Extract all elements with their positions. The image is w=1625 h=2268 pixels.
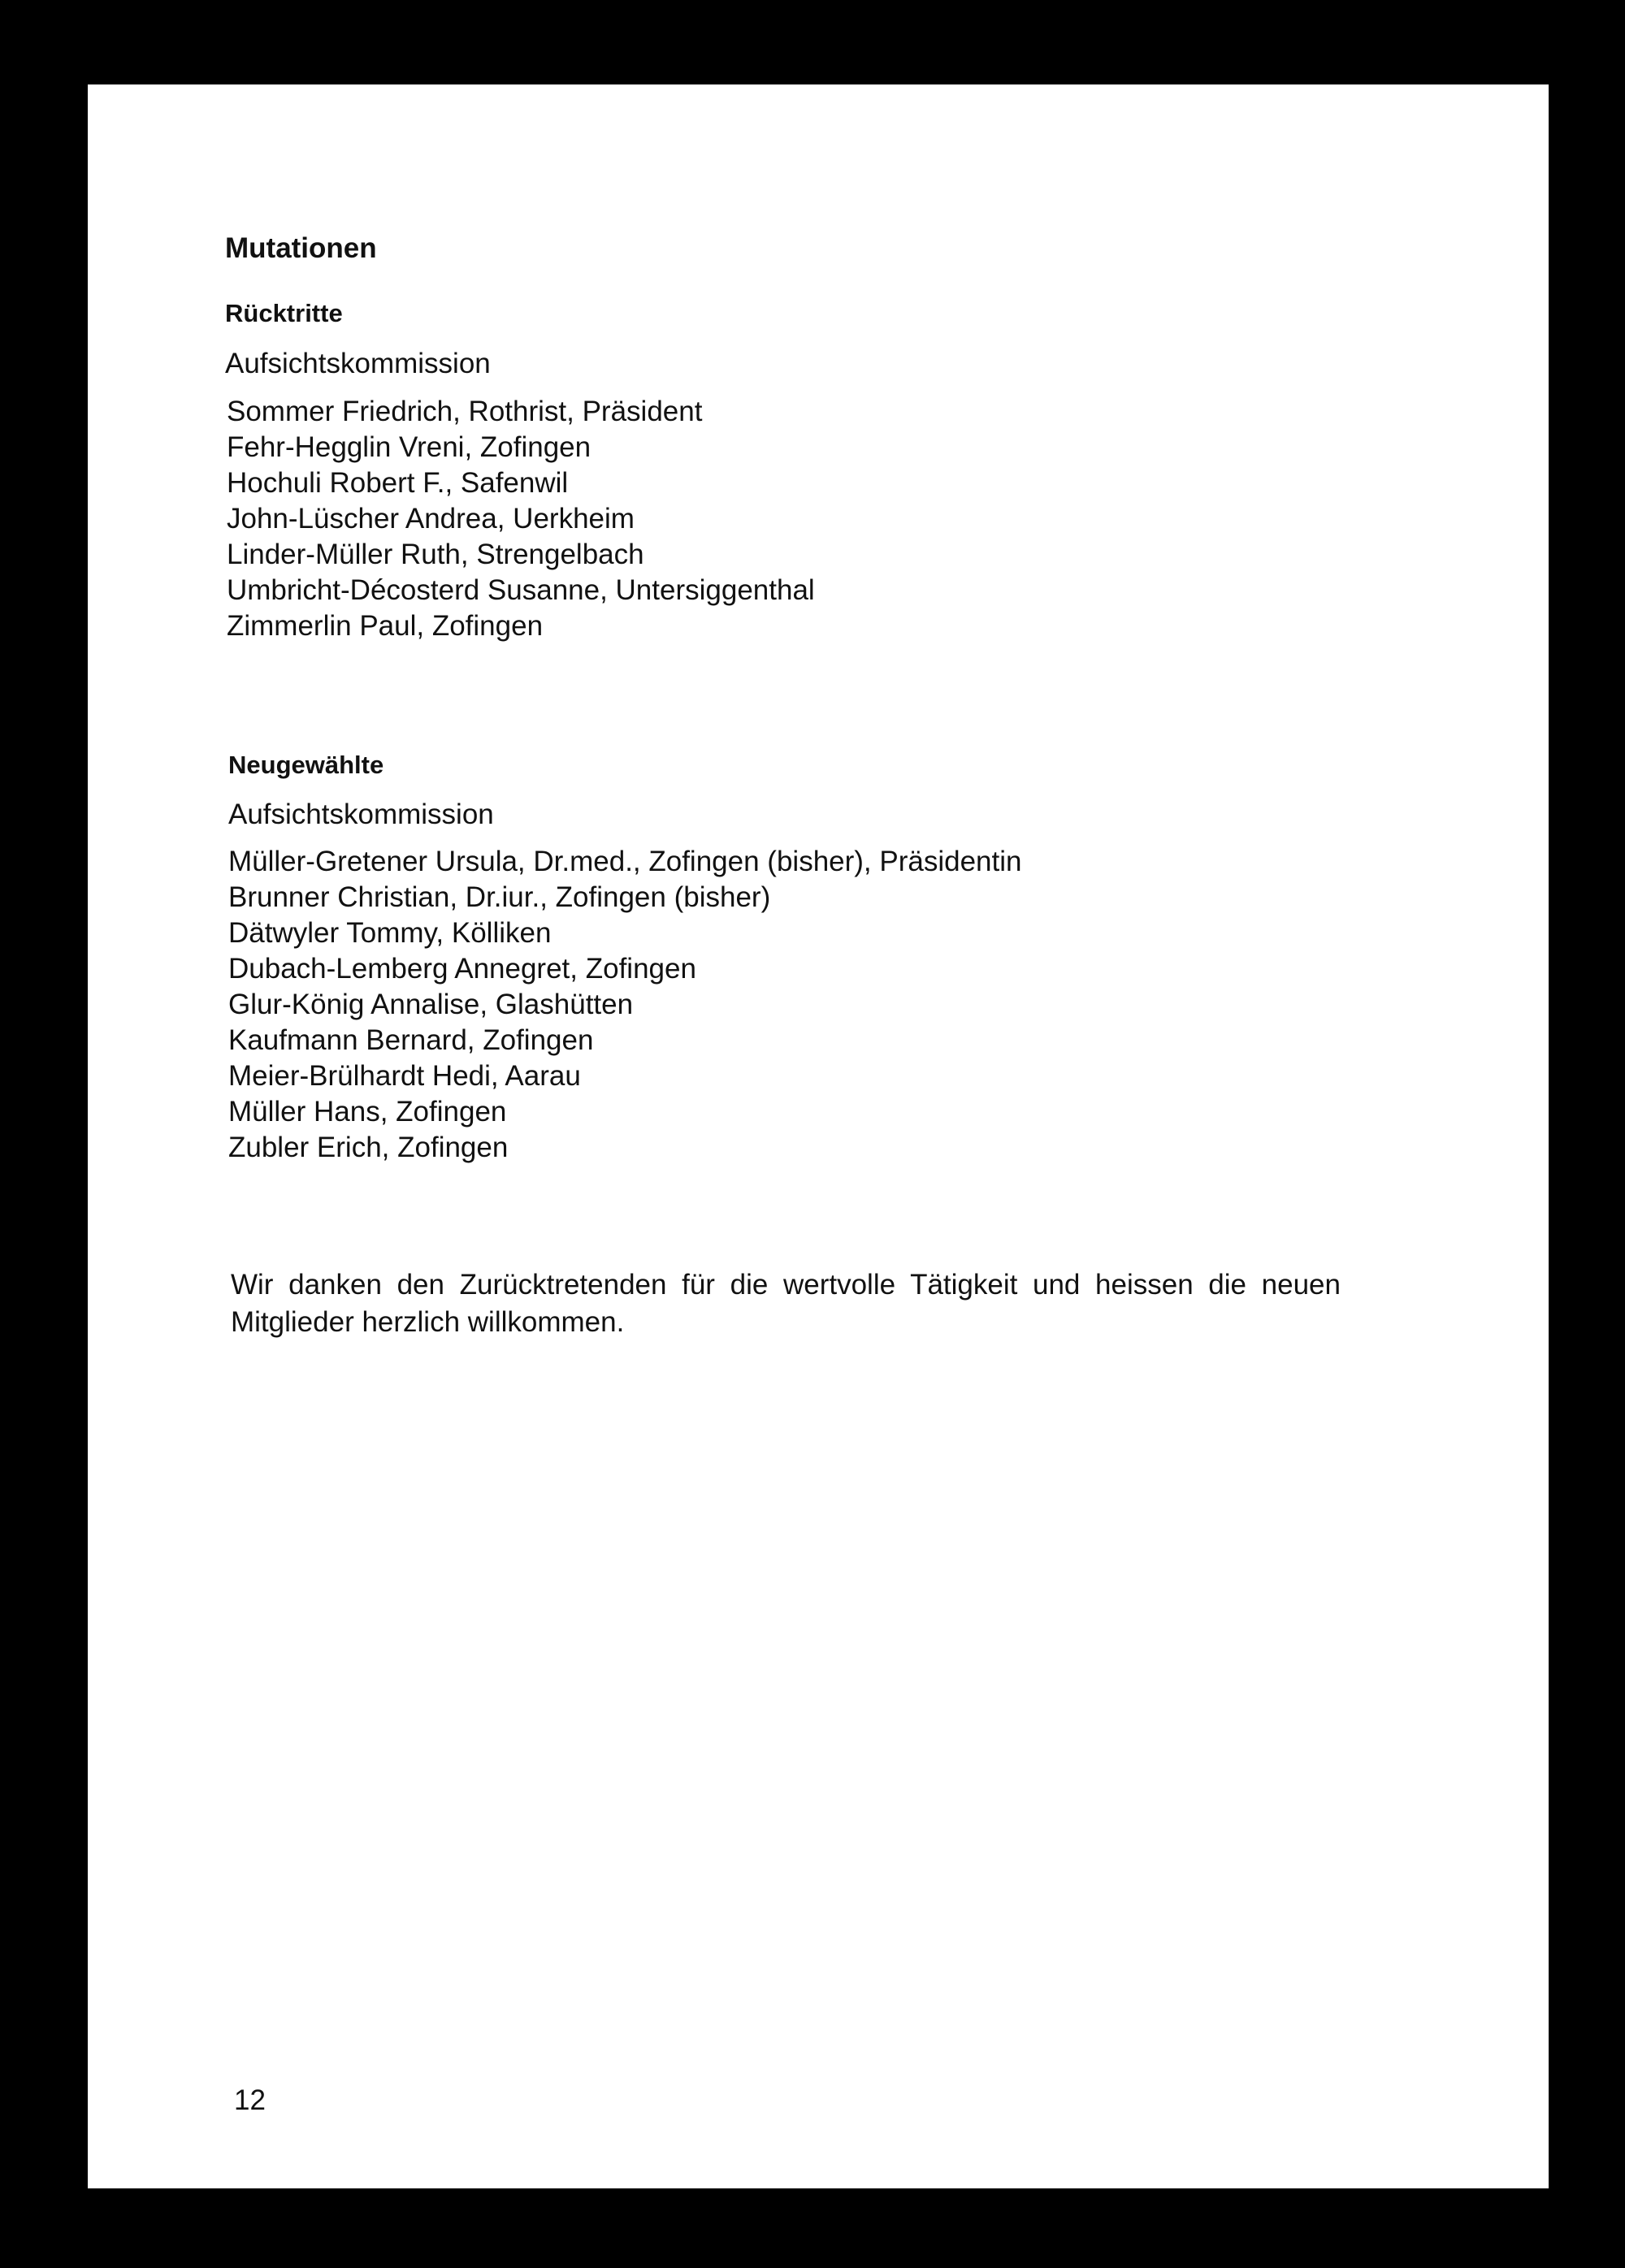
- member-list-item: Linder-Müller Ruth, Strengelbach: [227, 539, 644, 570]
- resignations-heading: Rücktritte: [225, 299, 343, 327]
- member-list-item: Kaufmann Bernard, Zofingen: [228, 1024, 594, 1056]
- member-list-item: Meier-Brülhardt Hedi, Aarau: [228, 1060, 581, 1092]
- member-list-item: Brunner Christian, Dr.iur., Zofingen (bisher): [228, 881, 771, 913]
- newly-elected-committee-label: Aufsichtskommission: [228, 799, 494, 830]
- member-list-item: Dubach-Lemberg Annegret, Zofingen: [228, 953, 696, 985]
- page-title: Mutationen: [225, 232, 377, 264]
- member-list-item: Hochuli Robert F., Safenwil: [227, 467, 569, 499]
- closing-paragraph: Wir danken den Zurücktretenden für die wertvolle Tätigkeit und heissen die neuen Mitglieder herzlich willkommen.: [231, 1269, 1341, 1338]
- newly-elected-heading: Neugewählte: [228, 751, 384, 779]
- member-list-item: Dätwyler Tommy, Kölliken: [228, 917, 552, 949]
- member-list-item: Fehr-Hegglin Vreni, Zofingen: [227, 431, 592, 463]
- member-list-item: Zubler Erich, Zofingen: [228, 1132, 509, 1163]
- resignations-committee-label: Aufsichtskommission: [225, 348, 491, 379]
- newly-elected-member-list: [228, 844, 1021, 1166]
- member-list-item: Müller Hans, Zofingen: [228, 1096, 507, 1128]
- document-page: [88, 84, 1549, 2188]
- resignations-member-list: [227, 394, 815, 644]
- member-list-item: Müller-Gretener Ursula, Dr.med., Zofingen (bisher), Präsidentin: [228, 846, 1022, 877]
- page-number: 12: [234, 2084, 266, 2116]
- member-list-item: John-Lüscher Andrea, Uerkheim: [227, 503, 635, 535]
- member-list-item: Umbricht-Décosterd Susanne, Untersiggenthal: [227, 574, 815, 606]
- member-list-item: Glur-König Annalise, Glashütten: [228, 989, 634, 1020]
- member-list-item: Sommer Friedrich, Rothrist, Präsident: [227, 396, 703, 427]
- member-list-item: Zimmerlin Paul, Zofingen: [227, 610, 544, 642]
